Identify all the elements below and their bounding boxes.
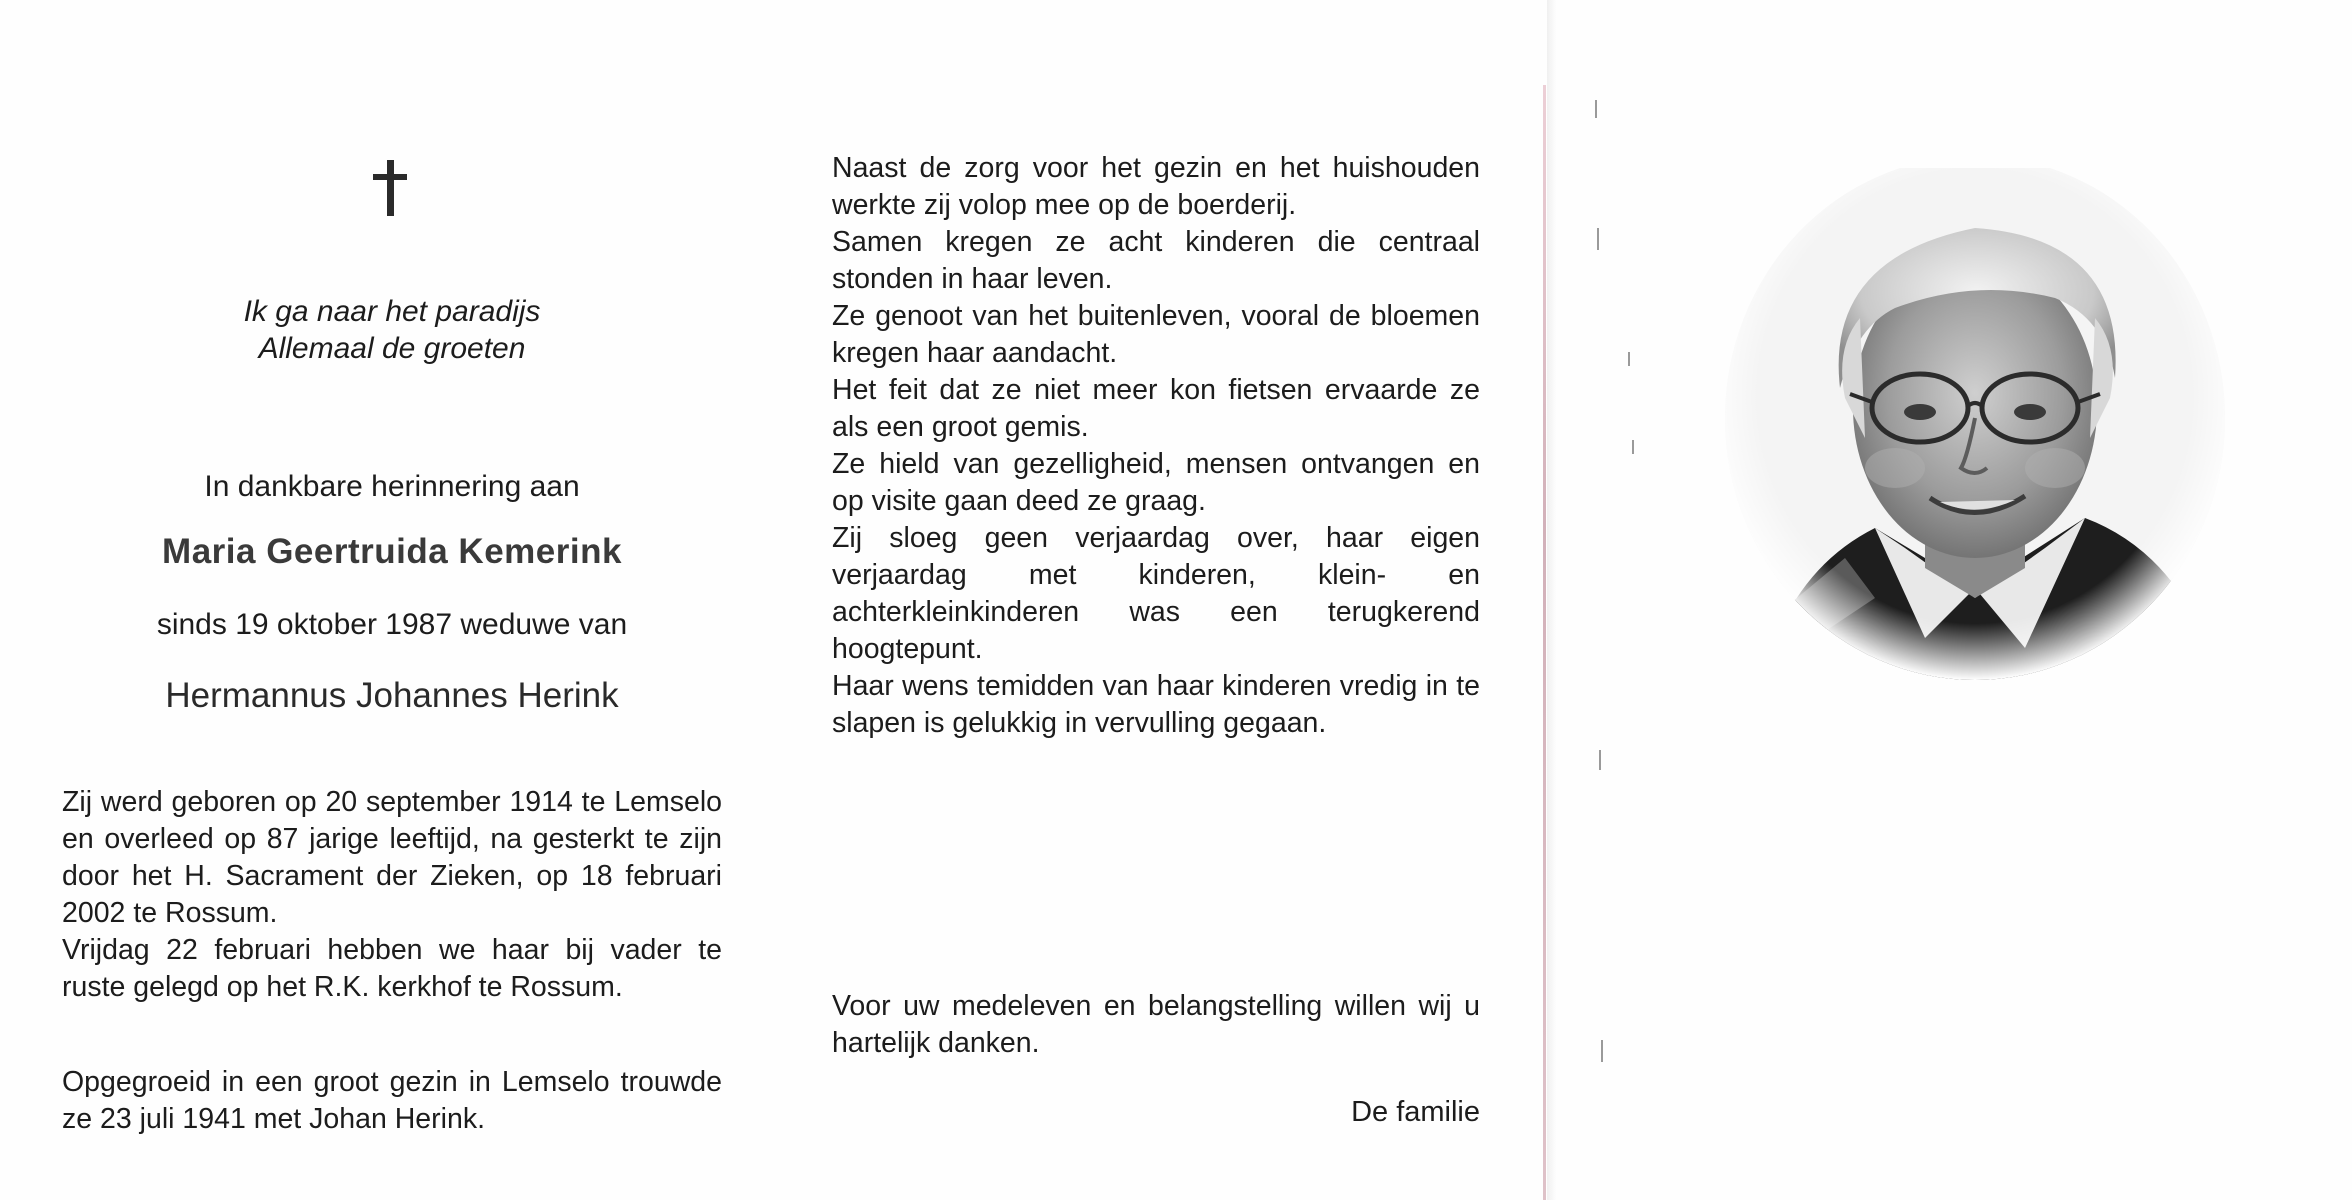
- verse: [62, 293, 722, 367]
- spouse-name: Hermannus Johannes Herink: [165, 676, 619, 715]
- bio-paragraph: Zij werd geboren op 20 september 1914 te Lemselo en overleed op 87 jarige leeftijd, na gesterkt te zijn door het H. Sacrament der Zieken, op 18 februari 2002 te Rossum.: [62, 786, 722, 929]
- life-paragraph: Samen kregen ze acht kinderen die centraal stonden in haar leven.: [832, 226, 1480, 295]
- fold-line: [1543, 85, 1546, 1200]
- signature: De familie: [1351, 1096, 1480, 1128]
- fold-shadow: [1547, 0, 1557, 1200]
- fold-mark: [1601, 1040, 1603, 1062]
- thanks-text: Voor uw medeleven en belangstelling willen wij u hartelijk danken.: [832, 990, 1480, 1059]
- portrait-photo: [1725, 168, 2225, 688]
- fold-mark: [1628, 352, 1630, 366]
- fold-mark: [1599, 750, 1601, 770]
- widow-line: sinds 19 oktober 1987 weduwe van: [156, 608, 628, 641]
- upbringing-text: [62, 1064, 722, 1138]
- life-text: [832, 150, 1480, 742]
- bio-text: [62, 784, 722, 1006]
- verse-line-2: Allemaal de groeten: [258, 332, 526, 365]
- fold-mark: [1597, 228, 1599, 250]
- cross-icon: [370, 160, 410, 216]
- bio-paragraph: Vrijdag 22 februari hebben we haar bij vader te ruste gelegd op het R.K. kerkhof te Rossum.: [62, 934, 722, 1003]
- life-paragraph: Het feit dat ze niet meer kon fietsen ervaarde ze als een groot gemis.: [832, 374, 1480, 443]
- life-paragraph: Ze genoot van het buitenleven, vooral de bloemen kregen haar aandacht.: [832, 300, 1480, 369]
- life-paragraph: Haar wens temidden van haar kinderen vredig in te slapen is gelukkig in vervulling gegaan.: [832, 670, 1480, 739]
- verse-line-1: Ik ga naar het paradijs: [243, 295, 541, 328]
- deceased-name: Maria Geertruida Kemerink: [162, 532, 622, 571]
- bio-paragraph: Opgegroeid in een groot gezin in Lemselo trouwde ze 23 juli 1941 met Johan Herink.: [62, 1066, 722, 1135]
- memory-intro: In dankbare herinnering aan: [204, 470, 580, 503]
- fold-mark: [1595, 100, 1597, 118]
- life-paragraph: Zij sloeg geen verjaardag over, haar eigen verjaardag met kinderen, klein- en achterkleinkinderen was een terugkerend hoogtepunt.: [832, 522, 1480, 665]
- life-paragraph: Ze hield van gezelligheid, mensen ontvangen en op visite gaan deed ze graag.: [832, 448, 1480, 517]
- fold-mark: [1632, 440, 1634, 454]
- life-paragraph: Naast de zorg voor het gezin en het huishouden werkte zij volop mee op de boerderij.: [832, 152, 1480, 221]
